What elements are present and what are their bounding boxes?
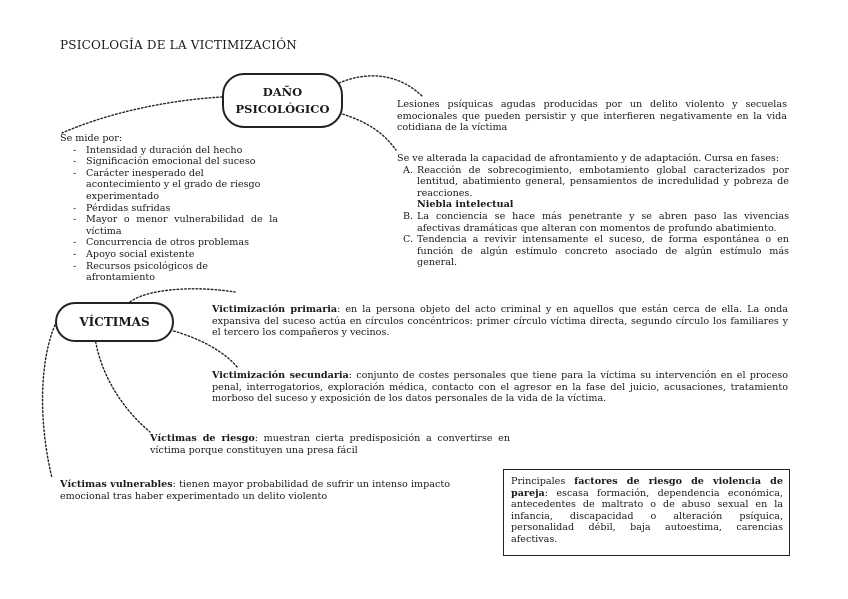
phases-intro: Se ve alterada la capacidad de afrontamiento y de adaptación. Cursa en fases: — [397, 153, 780, 164]
link-dano-definition — [339, 76, 422, 96]
victimizacion-primaria — [212, 304, 788, 339]
measure-intro: Se mide por: — [60, 133, 123, 144]
secundaria-text: : conjunto de costes personales que tiene para la víctima su intervención en el proceso penal, interrogatorios, exploración médica, contacto con el agresor en la fase del juicio, acusaciones, tratamiento morboso del suceso y exposición de los datos personales de la vida de la víctima. — [212, 370, 788, 405]
factores-text: : escasa formación, dependencia económica, antecedentes de maltrato o de abuso sexual en la infancia, discapacidad o alteración psíquica, personalidad débil, baja autoestima, carencias afectivas. — [511, 487, 783, 545]
phase-b-text: La conciencia se hace más penetrante y se abren paso las vivencias afectivas dramáticas que alteran con momentos de profundo abatimiento. — [417, 210, 789, 234]
dano-node-line1: DAÑO — [262, 84, 303, 99]
phase-a-text: Reacción de sobrecogimiento, embotamiento global caracterizados por lentitud, abatimiento general, pensamientos de incredulidad y pobreza de reacciones. — [417, 164, 789, 199]
phase-c — [397, 234, 789, 269]
riesgo-text: : muestran cierta predisposición a convertirse en víctima porque constituyen una presa fácil — [150, 433, 510, 456]
measure-item: - Intensidad y duración del hecho — [60, 145, 278, 157]
phase-c-letter: C. — [403, 234, 414, 246]
link-dano-phases — [339, 113, 396, 150]
measure-item: - Apoyo social existente — [60, 249, 278, 261]
primaria-text: : en la persona objeto del acto criminal y en aquellos que están cerca de ella. La onda expansiva del suceso actúa en círculos concéntricos: primer círculo víctima directa, segundo círculo los familiares y el tercero los compañeros y vecinos. — [212, 304, 789, 339]
measure-item: - Significación emocional del suceso — [60, 156, 278, 168]
riesgo-term: Víctimas de riesgo — [150, 433, 255, 444]
phase-a — [397, 165, 789, 211]
dano-definition: Lesiones psíquicas agudas producidas por un delito violento y secuelas emocionales que pueden persistir y que interfieren negativamente en la vida cotidiana de la víctima — [397, 99, 787, 134]
dano-psicologico-node — [222, 73, 343, 128]
victimas-vulnerables — [60, 479, 450, 502]
factores-riesgo-box — [503, 469, 790, 556]
link-victimas-riesgo — [95, 338, 150, 432]
measure-item: - Recursos psicológicos de afrontamiento — [60, 261, 278, 284]
phase-a-letter: A. — [403, 164, 413, 176]
phase-a-bold: Niebla intelectual — [417, 199, 514, 211]
secundaria-term: Victimización secundaria — [212, 370, 349, 381]
victimas-node: VÍCTIMAS — [55, 302, 174, 342]
dano-node-line2: PSICOLÓGICO — [235, 101, 330, 116]
phases-list — [397, 165, 789, 269]
measure-list — [60, 145, 278, 284]
measure-block — [60, 133, 278, 284]
phase-b — [397, 211, 789, 234]
measure-item: - Carácter inesperado del acontecimiento y el grado de riesgo experimentado — [60, 168, 278, 203]
primaria-term: Victimización primaria — [212, 304, 338, 315]
measure-item: - Mayor o menor vulnerabilidad de la víctima — [60, 214, 278, 237]
vulnerables-text: : tienen mayor probabilidad de sufrir un intenso impacto emocional tras haber experimentado un delito violento — [60, 479, 450, 502]
measure-item: - Concurrencia de otros problemas — [60, 237, 278, 249]
phases-block — [397, 153, 789, 269]
link-victimas-vulnerables — [43, 325, 55, 478]
factores-term: factores de riesgo de violencia de pareja — [511, 476, 783, 499]
link-victimas-primaria — [130, 289, 235, 302]
phase-b-letter: B. — [403, 210, 414, 222]
victimizacion-secundaria — [212, 370, 788, 405]
victimas-de-riesgo — [150, 433, 510, 456]
page-title: PSICOLOGÍA DE LA VICTIMIZACIÓN — [60, 38, 297, 52]
vulnerables-term: Víctimas vulnerables — [60, 479, 173, 490]
phase-c-text: Tendencia a revivir intensamente el suceso, de forma espontánea o en función de algún estímulo concreto asociado de algún estímulo más general. — [417, 234, 789, 269]
factores-prefix: Principales — [511, 476, 575, 487]
measure-item: - Pérdidas sufridas — [60, 203, 278, 215]
link-dano-measure — [62, 97, 222, 133]
